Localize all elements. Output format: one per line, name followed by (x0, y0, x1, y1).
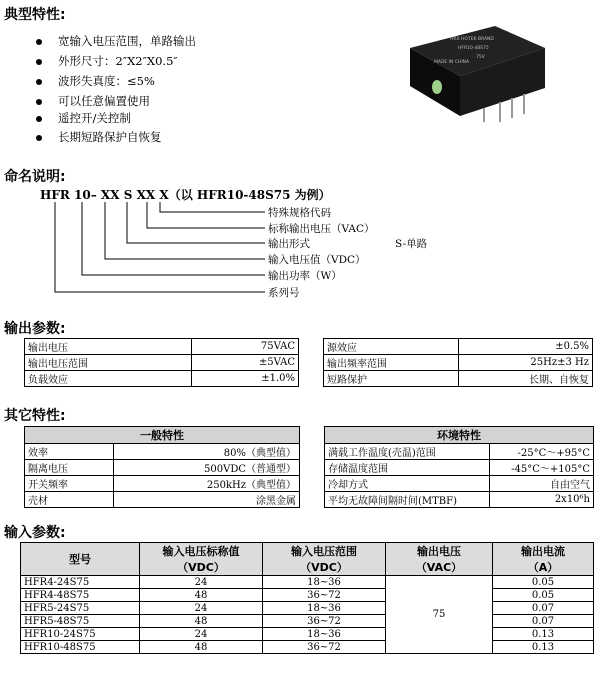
table-row (324, 355, 593, 371)
model-cell: HFR5-48S75 (21, 615, 140, 628)
code-part: – (90, 188, 97, 202)
param-label: 隔离电压 (25, 460, 114, 476)
param-value: 自由空气 (489, 476, 593, 492)
table-row (325, 476, 594, 492)
feature-item: 波形失真度：≤5% (58, 74, 155, 88)
param-value: ±1.0% (191, 371, 298, 387)
current-cell: 0.07 (493, 615, 594, 628)
param-value: 25Hz±3 Hz (458, 355, 593, 371)
table-row (325, 460, 594, 476)
col-header-output-voltage: 输出电压 （VAC） (386, 543, 493, 576)
other-params-title: 其它特性: (4, 408, 66, 424)
table-row (25, 476, 300, 492)
col-header-nominal: 输入电压标称值 （VDC） (140, 543, 263, 576)
output-form-value: S-单路 (395, 238, 428, 250)
table-row (324, 371, 593, 387)
range-cell: 18~36 (263, 628, 386, 641)
param-value: -25°C～+95°C (489, 444, 593, 460)
nominal-cell: 24 (140, 628, 263, 641)
param-label: 输出频率范围 (324, 355, 459, 371)
table-row (21, 602, 594, 615)
model-cell: HFR10-24S75 (21, 628, 140, 641)
environment-table (324, 426, 594, 508)
col-header-range: 输入电压范围 （VDC） (263, 543, 386, 576)
param-label: 平均无故障间隔时间(MTBF) (325, 492, 490, 508)
table-row (25, 492, 300, 508)
param-value: 长期、自恢复 (458, 371, 593, 387)
naming-title: 命名说明: (4, 169, 66, 185)
param-label: 满载工作温度(壳温)范围 (325, 444, 490, 460)
svg-text:MADE IN CHINA: MADE IN CHINA (434, 60, 470, 65)
table-header-row (21, 543, 594, 576)
naming-label: 输出功率（W） (268, 270, 342, 282)
table-row (21, 641, 594, 654)
nominal-cell: 48 (140, 615, 263, 628)
col-header-output-current: 输出电流 （A） (493, 543, 594, 576)
naming-label: 输入电压值（VDC） (268, 254, 366, 266)
code-part: X (159, 188, 169, 202)
code-part: XX (136, 188, 156, 202)
feature-item: 可以任意偏置使用 (58, 94, 150, 108)
feature-item: 宽输入电压范围，单路输出 (58, 34, 196, 48)
range-cell: 18~36 (263, 602, 386, 615)
current-cell: 0.13 (493, 641, 594, 654)
environment-header: 环境特性 (325, 427, 594, 444)
range-cell: 36~72 (263, 615, 386, 628)
param-value: 2x10⁶h (489, 492, 593, 508)
output-params-right-table (323, 338, 593, 387)
table-row (25, 355, 299, 371)
range-cell: 18~36 (263, 576, 386, 589)
feature-item: 长期短路保护自恢复 (58, 130, 162, 144)
code-part: 10 (74, 188, 91, 202)
naming-label: 特殊规格代码 (268, 207, 331, 219)
output-params-left-table (24, 338, 299, 387)
param-value: 涂黑金属 (113, 492, 299, 508)
param-label: 负载效应 (25, 371, 192, 387)
nominal-cell: 24 (140, 602, 263, 615)
table-row (21, 576, 594, 589)
naming-example: （以 HFR10-48S75 为例） (168, 188, 331, 202)
current-cell: 0.05 (493, 589, 594, 602)
svg-text:75V: 75V (476, 55, 485, 60)
param-label: 输出电压 (25, 339, 192, 355)
naming-label: 标称输出电压（VAC） (268, 223, 375, 235)
param-value: -45°C～+105°C (489, 460, 593, 476)
code-part: HFR (40, 188, 70, 202)
table-row (21, 615, 594, 628)
table-row (324, 339, 593, 355)
feature-item: 遥控开/关控制 (58, 111, 131, 125)
table-row (25, 460, 300, 476)
param-label: 源效应 (324, 339, 459, 355)
model-cell: HFR10-48S75 (21, 641, 140, 654)
current-cell: 0.05 (493, 576, 594, 589)
naming-label: 输出形式 (268, 238, 310, 250)
table-row (25, 444, 300, 460)
param-label: 壳材 (25, 492, 114, 508)
svg-text:HRX HOTEK BRAND: HRX HOTEK BRAND (450, 37, 494, 42)
param-label: 冷却方式 (325, 476, 490, 492)
general-header: 一般特性 (25, 427, 300, 444)
param-value: 250kHz（典型值） (113, 476, 299, 492)
svg-text:HFR10-48S75: HFR10-48S75 (458, 46, 489, 51)
param-value: 80%（典型值） (113, 444, 299, 460)
param-label: 输出电压范围 (25, 355, 192, 371)
output-voltage-cell: 75 (386, 576, 493, 654)
param-label: 效率 (25, 444, 114, 460)
param-value: ±5VAC (191, 355, 298, 371)
features-title: 典型特性: (4, 7, 66, 23)
table-row (21, 589, 594, 602)
code-part: XX (100, 188, 120, 202)
range-cell: 36~72 (263, 641, 386, 654)
output-params-title: 输出参数: (4, 321, 66, 337)
input-params-title: 输入参数: (4, 525, 66, 541)
nominal-cell: 48 (140, 589, 263, 602)
model-cell: HFR4-24S75 (21, 576, 140, 589)
table-row (325, 492, 594, 508)
col-header-model: 型号 (21, 543, 140, 576)
param-label: 短路保护 (324, 371, 459, 387)
model-cell: HFR4-48S75 (21, 589, 140, 602)
table-row (25, 371, 299, 387)
nominal-cell: 48 (140, 641, 263, 654)
param-label: 存储温度范围 (325, 460, 490, 476)
nominal-cell: 24 (140, 576, 263, 589)
current-cell: 0.07 (493, 602, 594, 615)
model-cell: HFR5-24S75 (21, 602, 140, 615)
param-value: ±0.5% (458, 339, 593, 355)
naming-label: 系列号 (268, 287, 300, 299)
param-value: 75VAC (191, 339, 298, 355)
code-part: S (123, 188, 133, 202)
table-row (21, 628, 594, 641)
param-value: 500VDC（普通型） (113, 460, 299, 476)
feature-item: 外形尺寸：2″X2″X0.5″ (58, 54, 178, 68)
current-cell: 0.13 (493, 628, 594, 641)
range-cell: 36~72 (263, 589, 386, 602)
input-params-table (20, 542, 594, 654)
table-row (325, 444, 594, 460)
table-row (25, 339, 299, 355)
param-label: 开关频率 (25, 476, 114, 492)
general-table (24, 426, 300, 508)
